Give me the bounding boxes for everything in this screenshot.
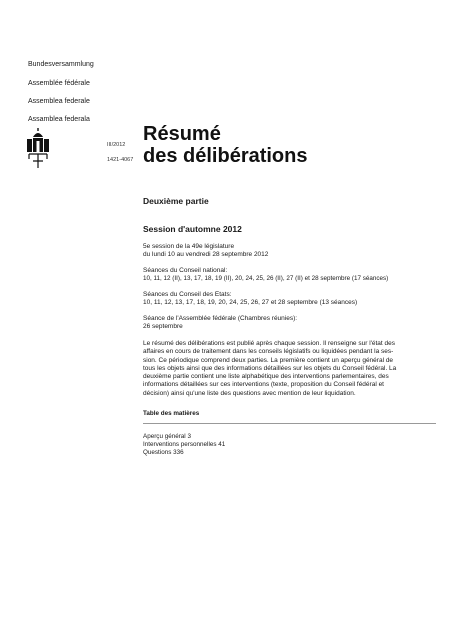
institution-name-fr: Assemblée fédérale bbox=[28, 80, 90, 87]
paragraph-line: informations détaillées sur ces interventions (texte, proposition du Conseil fédéral et bbox=[143, 381, 384, 389]
legislature-text: 5e session de la 49e législature bbox=[143, 243, 235, 250]
toc-list bbox=[143, 433, 225, 456]
paragraph-line: décision) ainsi qu'une liste des questions avec mention de leur liquidation. bbox=[143, 389, 356, 397]
toc-item[interactable]: Aperçu général 3 bbox=[143, 433, 191, 440]
national-council-label: Séances du Conseil national: bbox=[143, 267, 228, 274]
national-council-days: 10, 11, 12 (II), 13, 17, 18, 19 (II), 20, 24, 25, 26 (II), 27 (II) et 28 septembre (17 séances) bbox=[143, 275, 389, 282]
paragraph-line: sion. Ce périodique comprend deux parties. La première contient un aperçu général de bbox=[143, 356, 394, 364]
description-paragraph bbox=[143, 340, 433, 398]
institution-name-it: Assemblea federale bbox=[28, 98, 90, 105]
session-dates: du lundi 10 au vendredi 28 septembre 2012 bbox=[143, 251, 269, 258]
toc-divider bbox=[143, 423, 436, 424]
institution-name-de: Bundesversammlung bbox=[28, 61, 94, 68]
federal-assembly-label: Séance de l'Assemblée fédérale (Chambres réunies): bbox=[143, 315, 298, 322]
title-line-2: des délibérations bbox=[143, 145, 308, 167]
toc-item[interactable]: Questions 336 bbox=[143, 448, 184, 456]
toc-item[interactable]: Interventions personnelles 41 bbox=[143, 440, 226, 448]
paragraph-line: affaires en cours de traitement dans les conseils législatifs ou liquidées pendant la ses- bbox=[143, 348, 394, 356]
document-number: III/2012 bbox=[107, 142, 126, 148]
federal-assembly-day: 26 septembre bbox=[143, 323, 183, 330]
title-line-1: Résumé bbox=[143, 123, 221, 145]
paragraph-line: tous les objets ainsi que des informations détaillées sur les objets du Conseil fédéral. La bbox=[143, 364, 397, 372]
institution-name-rm: Assamblea federala bbox=[28, 116, 90, 123]
document-code: 1421-4067 bbox=[107, 157, 134, 163]
states-council-label: Séances du Conseil des Etats: bbox=[143, 291, 232, 298]
federal-coat-of-arms-logo bbox=[27, 128, 49, 170]
paragraph-line: Le résumé des délibérations est publié après chaque session. Il renseigne sur l'état des bbox=[143, 340, 396, 347]
states-council-days: 10, 11, 12, 13, 17, 18, 19, 20, 24, 25, 26, 27 et 28 septembre (13 séances) bbox=[143, 299, 358, 306]
toc-heading: Table des matières bbox=[143, 410, 200, 417]
part-heading: Deuxième partie bbox=[143, 196, 209, 206]
paragraph-line: deuxième partie contient une liste alphabétique des interventions parlementaires, des bbox=[143, 373, 389, 381]
session-heading: Session d'automne 2012 bbox=[143, 224, 242, 234]
